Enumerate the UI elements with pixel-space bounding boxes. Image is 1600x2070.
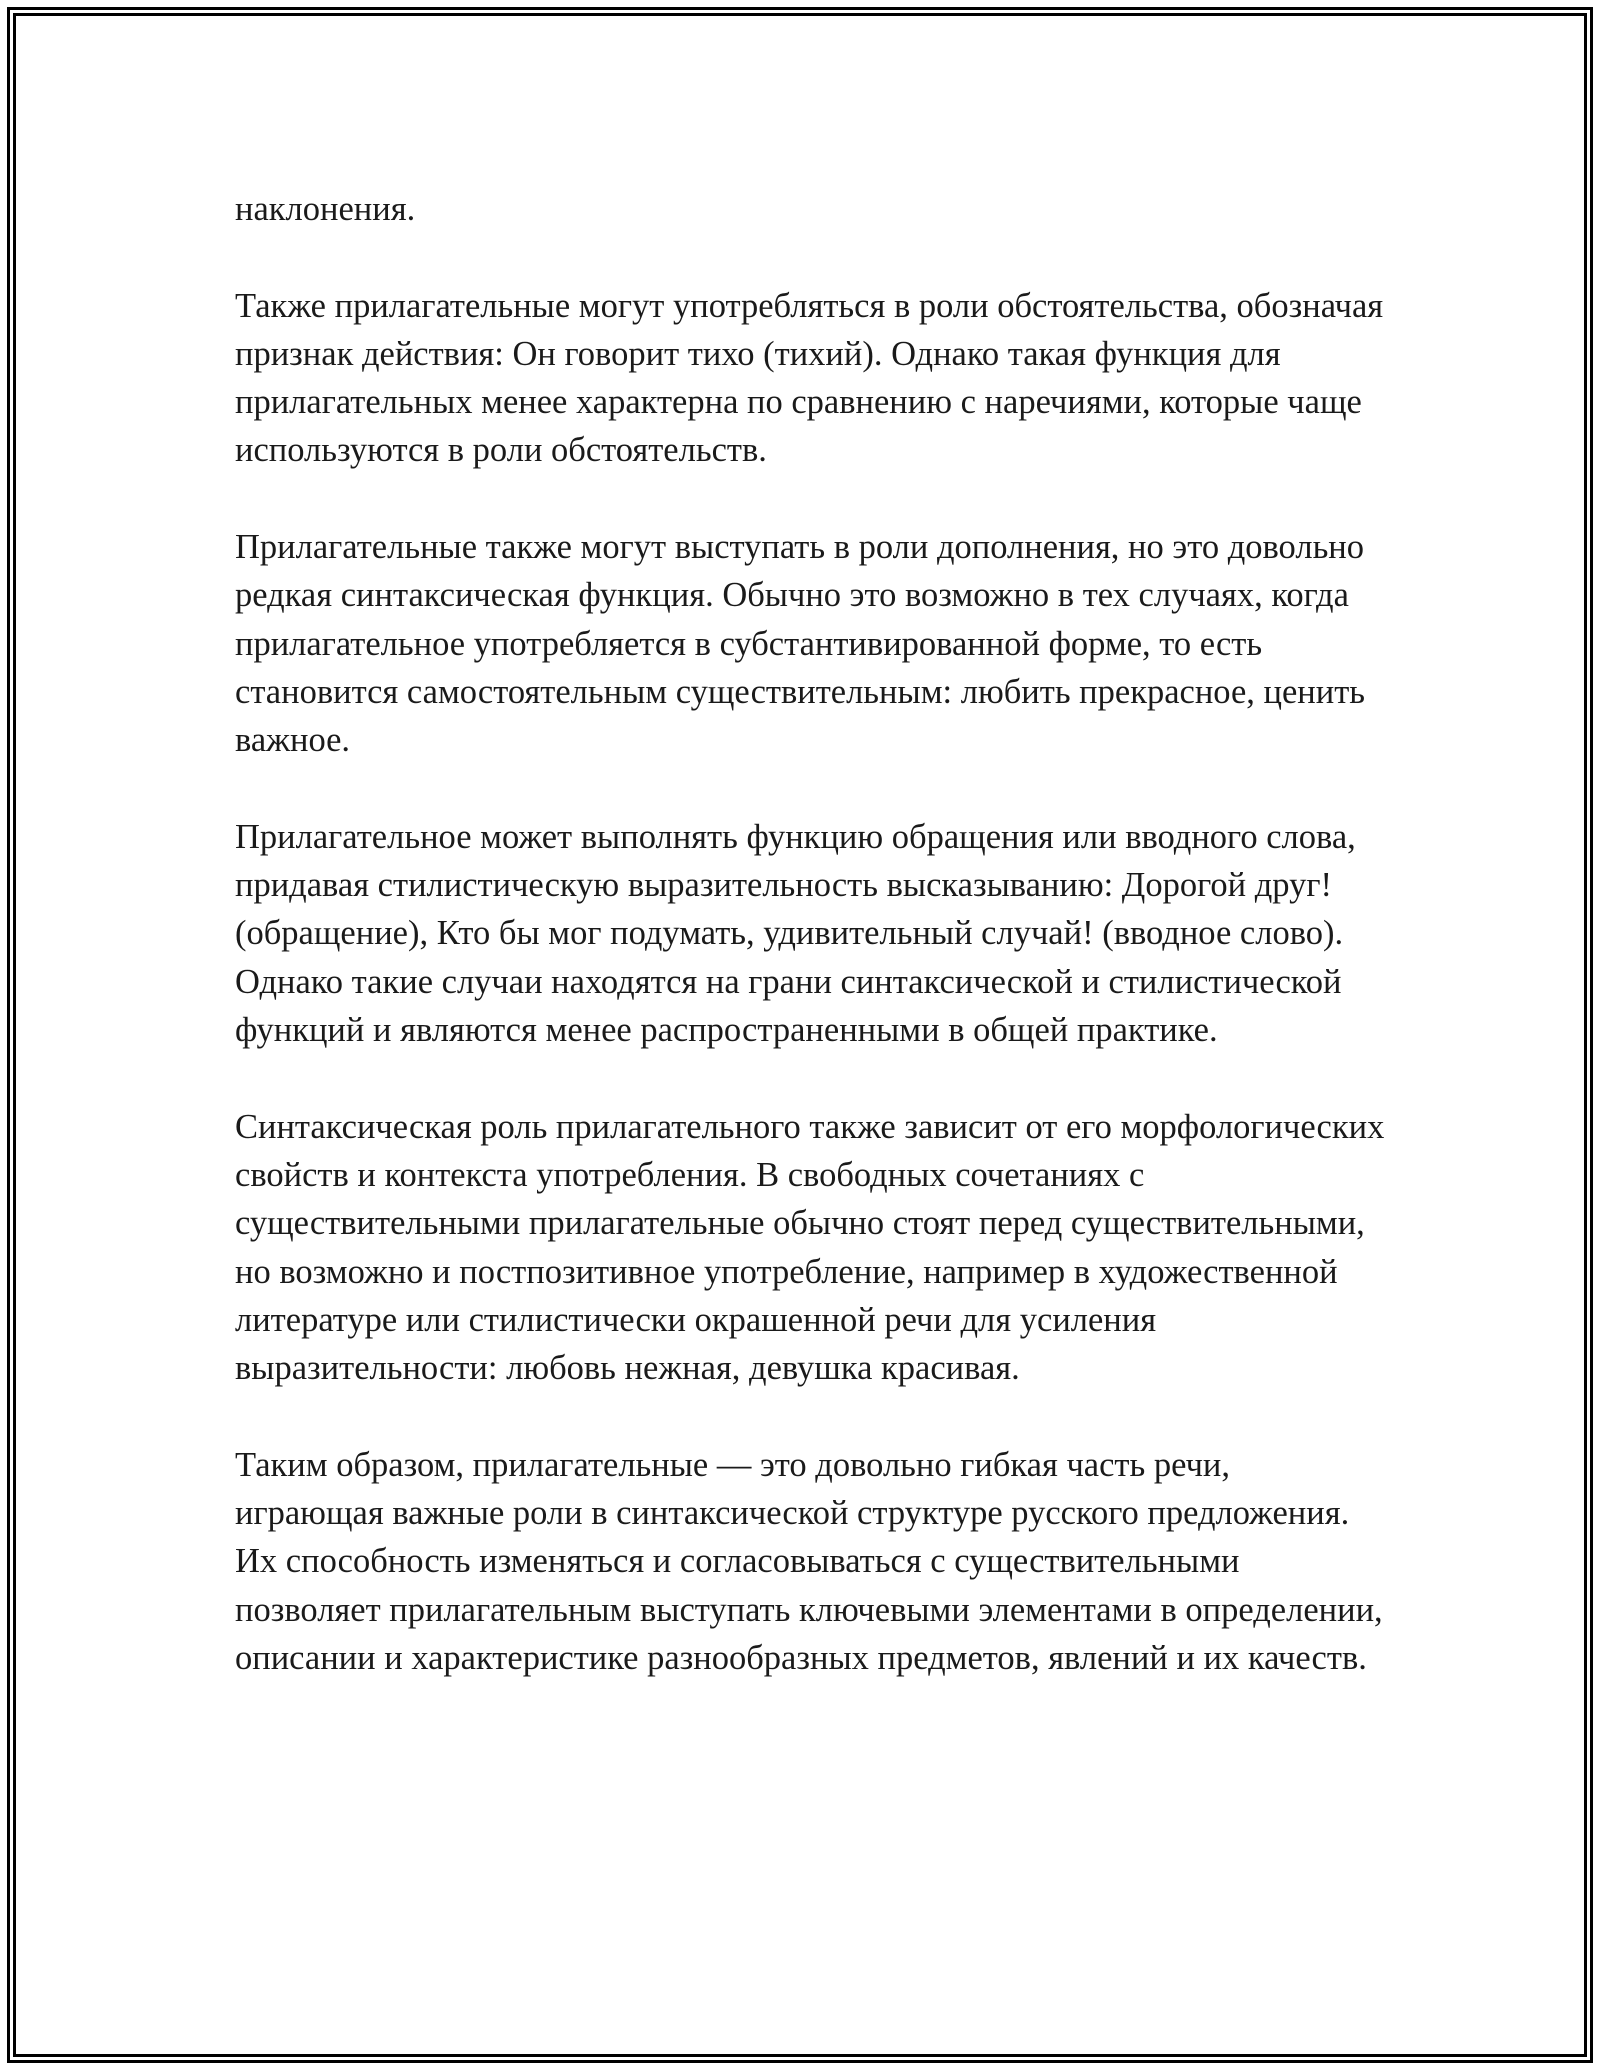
paragraph-1: наклонения.: [235, 190, 416, 228]
paragraph-4: Прилагательное может выполнять функцию обращения или вводного слова, придавая стилистическую выразительность высказыванию: Дорогой друг! (обращение), Кто бы мог подумать, удивительный случай! (вводное слово). Однако такие случаи находятся на грани синтаксической и стилистической функций и являются менее распространенными в общей практике.: [235, 817, 1356, 1050]
paragraph-2: Также прилагательные могут употребляться в роли обстоятельства, обозначая признак действия: Он говорит тихо (тихий). Однако такая функция для прилагательных менее характерна по сравнению с наречиями, которые чаще используются в роли обстоятельств.: [235, 286, 1384, 470]
paragraph-6: Таким образом, прилагательные — это довольно гибкая часть речи, играющая важные роли в синтаксической структуре русского предложения. Их способность изменяться и согласовываться с существительными позволяет прилагательным выступать ключевыми элементами в определении, описании и характеристике разнообразных предметов, явлений и их качеств.: [235, 1445, 1383, 1677]
paragraph-3: Прилагательные также могут выступать в роли дополнения, но это довольно редкая синтаксическая функция. Обычно это возможно в тех случаях, когда прилагательное употребляется в субстантивированной форме, то есть становится самостоятельным существительным: любить прекрасное, ценить важное.: [235, 528, 1366, 760]
document-body: [235, 185, 1385, 1731]
paragraph-5: Синтаксическая роль прилагательного также зависит от его морфологических свойств и контекста употребления. В свободных сочетаниях с существительными прилагательные обычно стоят перед существительными, но возможно и постпозитивное употребление, например в художественной литературе или стилистически окрашенной речи для усиления выразительности: любовь нежная, девушка красивая.: [235, 1107, 1385, 1388]
